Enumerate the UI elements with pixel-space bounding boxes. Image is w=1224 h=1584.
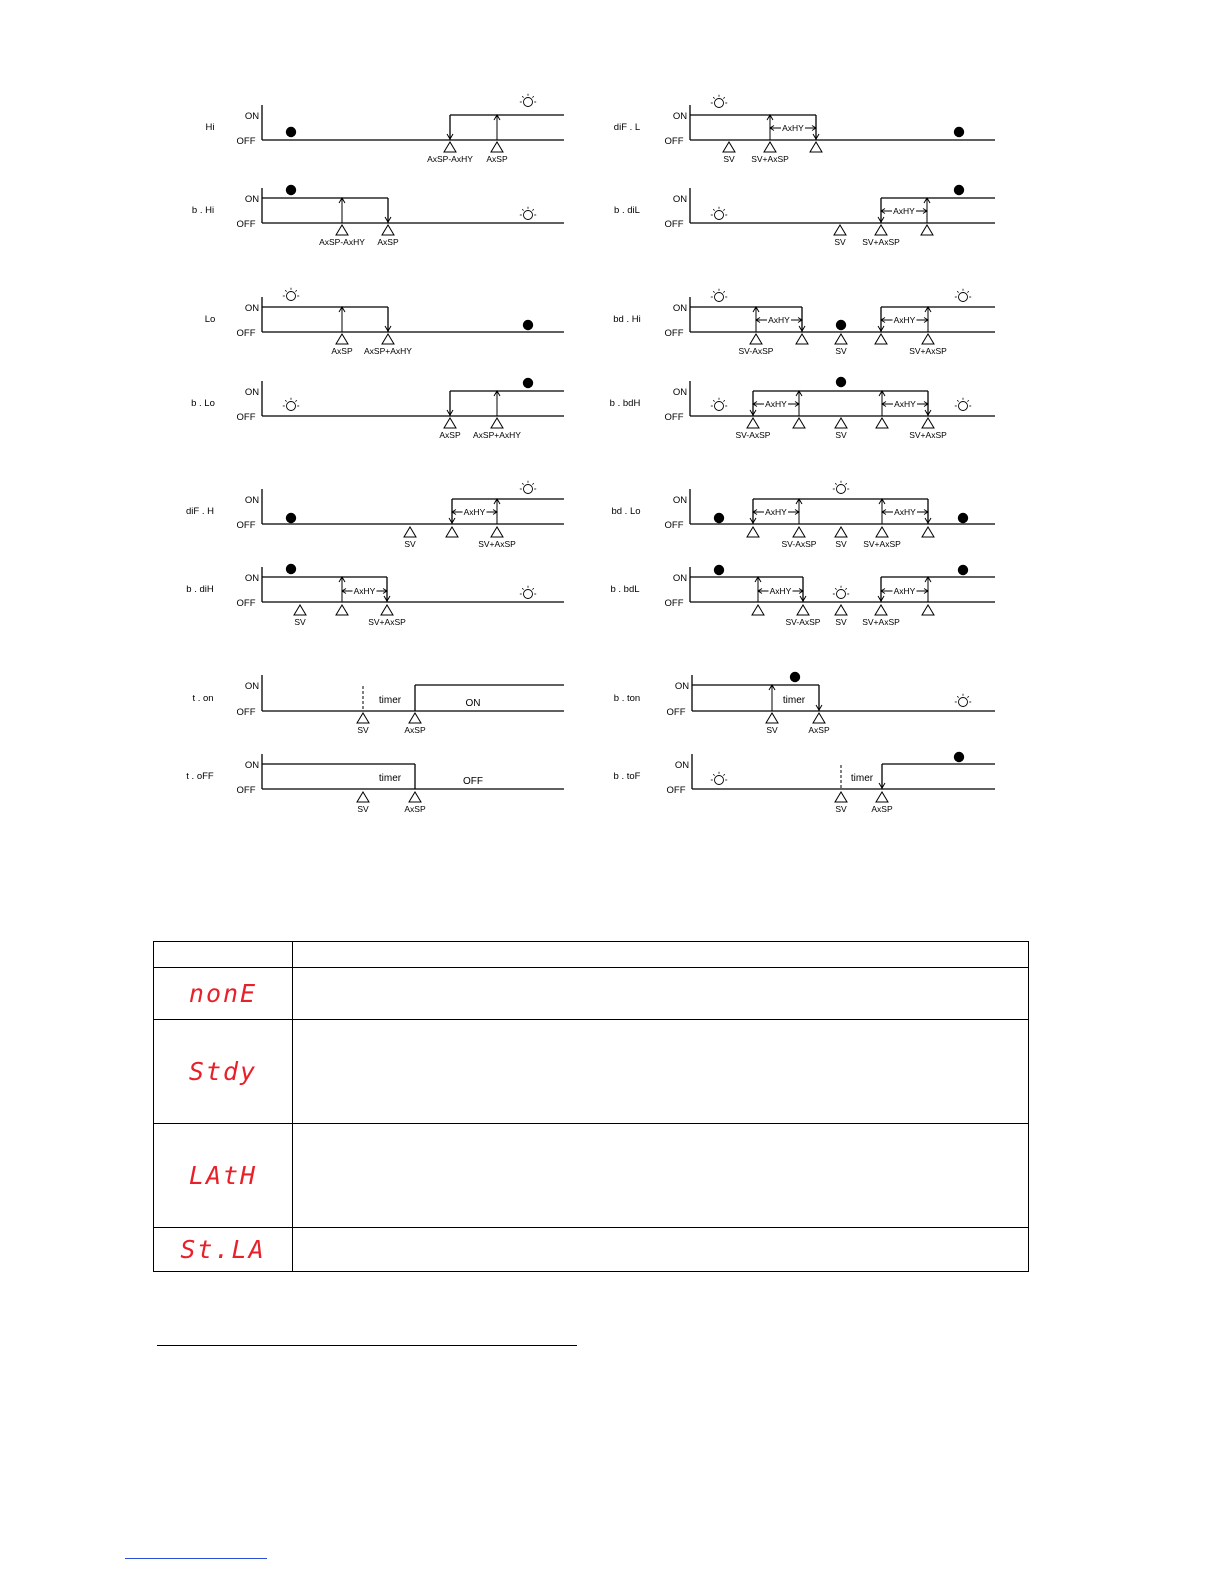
- on-label: ON: [244, 495, 260, 506]
- setpoint-marker-icon: [810, 142, 822, 152]
- setpoint-marker-icon: [446, 527, 458, 537]
- light-ray: [532, 588, 533, 589]
- setpoint-marker-icon: [336, 334, 348, 344]
- table-header-cell: [154, 942, 293, 968]
- alarm-latch-table: [153, 941, 1029, 1272]
- setpoint-marker-icon: [382, 225, 394, 235]
- segment-code-standby-latch: St.LA: [180, 1235, 266, 1264]
- output-off-icon: [959, 402, 968, 411]
- on-label: ON: [674, 760, 690, 771]
- light-ray: [845, 588, 846, 589]
- hysteresis-label: AxHY: [894, 507, 916, 517]
- light-ray: [723, 209, 724, 210]
- on-label: ON: [244, 303, 260, 314]
- table-row: [154, 1228, 1029, 1272]
- output-on-icon: [836, 377, 846, 387]
- on-label: ON: [672, 387, 688, 398]
- setpoint-label: AxSP+AxHY: [473, 430, 521, 440]
- hysteresis-label: AxHY: [893, 586, 916, 596]
- setpoint-marker-icon: [796, 334, 808, 344]
- setpoint-marker-icon: [752, 605, 764, 615]
- timer-label: timer: [850, 773, 874, 784]
- on-label: ON: [244, 387, 260, 398]
- light-ray: [522, 209, 523, 210]
- setpoint-label: AxSP: [439, 430, 461, 440]
- setpoint-marker-icon: [294, 605, 306, 615]
- output-off-icon: [715, 211, 724, 220]
- output-on-icon: [286, 564, 296, 574]
- output-off-icon: [959, 293, 968, 302]
- timer-label: timer: [782, 695, 806, 706]
- table-row: [154, 1124, 1029, 1228]
- setpoint-marker-icon: [922, 334, 934, 344]
- output-off-icon: [959, 698, 968, 707]
- setpoint-marker-icon: [409, 713, 421, 723]
- off-label: OFF: [666, 785, 686, 796]
- light-ray: [723, 291, 724, 292]
- light-ray: [532, 483, 533, 484]
- light-ray: [967, 400, 968, 401]
- setpoint-label: SV: [835, 539, 847, 549]
- off-label: OFF: [236, 707, 256, 718]
- setpoint-marker-icon: [922, 605, 934, 615]
- setpoint-label: SV: [835, 430, 847, 440]
- off-label: OFF: [236, 785, 256, 796]
- off-label: OFF: [664, 598, 684, 609]
- setpoint-marker-icon: [382, 334, 394, 344]
- setpoint-marker-icon: [876, 527, 888, 537]
- diagram-name: b . toF: [613, 771, 641, 782]
- setpoint-label: AxSP: [331, 346, 353, 356]
- output-off-icon: [837, 485, 846, 494]
- light-ray: [713, 209, 714, 210]
- setpoint-marker-icon: [793, 527, 805, 537]
- table-header-row: [154, 942, 1029, 968]
- setpoint-marker-icon: [381, 605, 393, 615]
- light-ray: [713, 400, 714, 401]
- setpoint-marker-icon: [491, 418, 503, 428]
- setpoint-marker-icon: [875, 225, 887, 235]
- diagram-name: diF . H: [186, 506, 214, 517]
- output-on-icon: [954, 752, 964, 762]
- hysteresis-label: AxHY: [894, 399, 916, 409]
- setpoint-label: SV: [834, 237, 846, 247]
- setpoint-label: SV-AxSP: [781, 539, 817, 549]
- setpoint-label: AxSP-AxHY: [427, 154, 473, 164]
- segment-code-standby: Stdy: [188, 1057, 258, 1086]
- off-label: OFF: [236, 219, 256, 230]
- setpoint-label: SV+AxSP: [751, 154, 789, 164]
- light-ray: [957, 291, 958, 292]
- output-on-icon: [286, 185, 296, 195]
- output-on-icon: [523, 320, 533, 330]
- off-label: OFF: [236, 598, 256, 609]
- output-on-icon: [714, 513, 724, 523]
- timer-label: timer: [378, 695, 402, 706]
- setpoint-marker-icon: [357, 792, 369, 802]
- light-ray: [522, 588, 523, 589]
- diagram-name: b . bdL: [610, 584, 640, 595]
- setpoint-marker-icon: [409, 792, 421, 802]
- setpoint-marker-icon: [876, 418, 888, 428]
- setpoint-marker-icon: [835, 418, 847, 428]
- hysteresis-label: AxHY: [893, 315, 916, 325]
- setpoint-label: SV: [723, 154, 735, 164]
- setpoint-label: SV+AxSP: [909, 430, 947, 440]
- light-ray: [285, 290, 286, 291]
- table-cell-description: [293, 1228, 1029, 1272]
- setpoint-marker-icon: [813, 713, 825, 723]
- setpoint-marker-icon: [723, 142, 735, 152]
- state-label: ON: [465, 698, 481, 709]
- setpoint-label: SV-AxSP: [735, 430, 771, 440]
- output-off-icon: [287, 292, 296, 301]
- setpoint-label: SV: [835, 804, 847, 814]
- output-on-icon: [958, 565, 968, 575]
- diagram-name: b . Hi: [191, 205, 215, 216]
- hysteresis-label: AxHY: [782, 123, 804, 133]
- light-ray: [845, 483, 846, 484]
- diagram-name: Hi: [205, 122, 215, 133]
- setpoint-label: AxSP: [404, 804, 426, 814]
- light-ray: [522, 96, 523, 97]
- output-off-icon: [715, 776, 724, 785]
- light-ray: [713, 97, 714, 98]
- off-label: OFF: [236, 412, 256, 423]
- setpoint-marker-icon: [444, 418, 456, 428]
- on-label: ON: [672, 194, 688, 205]
- on-label: ON: [672, 303, 688, 314]
- output-off-icon: [715, 293, 724, 302]
- on-label: ON: [244, 573, 260, 584]
- output-on-icon: [714, 565, 724, 575]
- hysteresis-label: AxHY: [769, 586, 792, 596]
- off-label: OFF: [666, 707, 686, 718]
- off-label: OFF: [664, 520, 684, 531]
- diagram-name: Lo: [204, 314, 216, 325]
- setpoint-label: AxSP: [377, 237, 399, 247]
- hysteresis-label: AxHY: [353, 586, 376, 596]
- setpoint-label: SV+AxSP: [863, 539, 901, 549]
- light-ray: [713, 291, 714, 292]
- output-on-icon: [954, 127, 964, 137]
- setpoint-marker-icon: [747, 418, 759, 428]
- output-on-icon: [523, 378, 533, 388]
- diagram-name: b . diH: [186, 584, 214, 595]
- output-on-icon: [958, 513, 968, 523]
- setpoint-label: SV: [357, 804, 369, 814]
- setpoint-marker-icon: [835, 527, 847, 537]
- setpoint-marker-icon: [766, 713, 778, 723]
- setpoint-marker-icon: [491, 527, 503, 537]
- output-on-icon: [286, 127, 296, 137]
- output-off-icon: [524, 211, 533, 220]
- light-ray: [532, 209, 533, 210]
- setpoint-marker-icon: [336, 225, 348, 235]
- light-ray: [835, 483, 836, 484]
- on-label: ON: [672, 495, 688, 506]
- light-ray: [957, 696, 958, 697]
- light-ray: [723, 774, 724, 775]
- off-label: OFF: [236, 520, 256, 531]
- setpoint-label: SV: [766, 725, 778, 735]
- off-label: OFF: [664, 219, 684, 230]
- hysteresis-label: AxHY: [893, 206, 915, 216]
- setpoint-marker-icon: [876, 792, 888, 802]
- output-off-icon: [715, 99, 724, 108]
- setpoint-marker-icon: [750, 334, 762, 344]
- off-label: OFF: [664, 412, 684, 423]
- on-label: ON: [672, 111, 688, 122]
- setpoint-label: SV+AxSP: [909, 346, 947, 356]
- diagram-name: b . ton: [613, 693, 641, 704]
- table-header-cell: [293, 942, 1029, 968]
- on-label: ON: [672, 573, 688, 584]
- output-off-icon: [287, 402, 296, 411]
- setpoint-marker-icon: [834, 225, 846, 235]
- setpoint-marker-icon: [875, 605, 887, 615]
- state-label: OFF: [463, 776, 483, 787]
- off-label: OFF: [236, 136, 256, 147]
- diagram-name: diF . L: [613, 122, 641, 133]
- setpoint-label: AxSP: [871, 804, 893, 814]
- setpoint-marker-icon: [336, 605, 348, 615]
- light-ray: [295, 400, 296, 401]
- diagram-name: b . diL: [614, 205, 640, 216]
- light-ray: [967, 291, 968, 292]
- setpoint-label: SV+AxSP: [862, 237, 900, 247]
- output-off-icon: [524, 485, 533, 494]
- setpoint-marker-icon: [793, 418, 805, 428]
- setpoint-label: SV: [294, 617, 306, 627]
- setpoint-label: SV-AxSP: [785, 617, 821, 627]
- light-ray: [295, 290, 296, 291]
- light-ray: [285, 400, 286, 401]
- light-ray: [522, 483, 523, 484]
- light-ray: [835, 588, 836, 589]
- setpoint-marker-icon: [747, 527, 759, 537]
- light-ray: [967, 696, 968, 697]
- setpoint-label: SV+AxSP: [862, 617, 900, 627]
- output-off-icon: [837, 590, 846, 599]
- output-off-icon: [715, 402, 724, 411]
- on-label: ON: [244, 194, 260, 205]
- setpoint-marker-icon: [921, 225, 933, 235]
- setpoint-label: AxSP: [486, 154, 508, 164]
- setpoint-label: AxSP-AxHY: [319, 237, 365, 247]
- output-on-icon: [836, 320, 846, 330]
- hysteresis-label: AxHY: [765, 399, 787, 409]
- setpoint-marker-icon: [835, 792, 847, 802]
- diagram-name: bd . Lo: [611, 506, 641, 517]
- setpoint-marker-icon: [357, 713, 369, 723]
- timer-label: timer: [378, 773, 402, 784]
- diagram-name: t . on: [192, 693, 214, 704]
- table-cell-description: [293, 968, 1029, 1020]
- setpoint-label: SV+AxSP: [478, 539, 516, 549]
- table-row: [154, 1020, 1029, 1124]
- setpoint-marker-icon: [835, 334, 847, 344]
- setpoint-label: SV+AxSP: [368, 617, 406, 627]
- setpoint-label: AxSP+AxHY: [364, 346, 412, 356]
- setpoint-label: AxSP: [808, 725, 830, 735]
- footer-link-underline[interactable]: [125, 1558, 267, 1559]
- setpoint-label: SV: [404, 539, 416, 549]
- segment-code-none: nonE: [188, 979, 258, 1008]
- off-label: OFF: [664, 136, 684, 147]
- setpoint-label: SV: [357, 725, 369, 735]
- off-label: OFF: [664, 328, 684, 339]
- setpoint-label: SV-AxSP: [738, 346, 774, 356]
- setpoint-marker-icon: [797, 605, 809, 615]
- table-cell-description: [293, 1020, 1029, 1124]
- on-label: ON: [244, 111, 260, 122]
- setpoint-marker-icon: [922, 527, 934, 537]
- setpoint-marker-icon: [764, 142, 776, 152]
- table-cell-description: [293, 1124, 1029, 1228]
- output-on-icon: [790, 672, 800, 682]
- output-off-icon: [524, 98, 533, 107]
- light-ray: [957, 400, 958, 401]
- diagram-name: b . bdH: [609, 398, 641, 409]
- light-ray: [723, 97, 724, 98]
- output-off-icon: [524, 590, 533, 599]
- on-label: ON: [244, 681, 260, 692]
- output-on-icon: [954, 185, 964, 195]
- setpoint-marker-icon: [491, 142, 503, 152]
- hysteresis-label: AxHY: [463, 507, 486, 517]
- off-label: OFF: [236, 328, 256, 339]
- segment-code-latch: LAtH: [188, 1161, 258, 1190]
- diagram-name: b . Lo: [191, 398, 215, 409]
- setpoint-label: SV: [835, 346, 847, 356]
- setpoint-label: AxSP: [404, 725, 426, 735]
- on-label: ON: [244, 760, 260, 771]
- diagram-name: bd . Hi: [613, 314, 641, 325]
- setpoint-marker-icon: [444, 142, 456, 152]
- hysteresis-label: AxHY: [768, 315, 790, 325]
- setpoint-marker-icon: [922, 418, 934, 428]
- diagram-name: t . oFF: [186, 771, 214, 782]
- on-label: ON: [674, 681, 690, 692]
- setpoint-label: SV: [835, 617, 847, 627]
- setpoint-marker-icon: [404, 527, 416, 537]
- setpoint-marker-icon: [835, 605, 847, 615]
- light-ray: [532, 96, 533, 97]
- light-ray: [713, 774, 714, 775]
- table-row: [154, 968, 1029, 1020]
- footnote-divider: [157, 1345, 577, 1346]
- hysteresis-label: AxHY: [765, 507, 787, 517]
- setpoint-marker-icon: [875, 334, 887, 344]
- output-on-icon: [286, 513, 296, 523]
- light-ray: [723, 400, 724, 401]
